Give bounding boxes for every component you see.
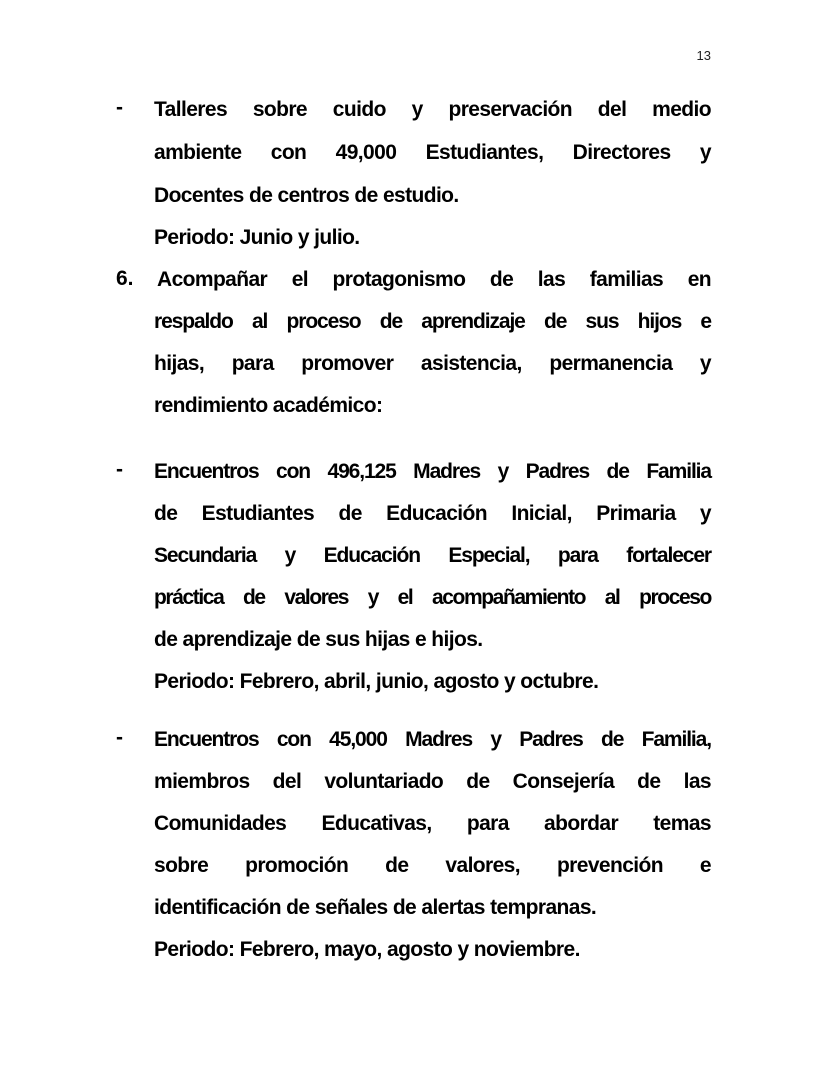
- text-line: Acompañar el protagonismo de las familias en: [157, 268, 711, 291]
- text-line: sobre promoción de valores, prevención e: [154, 854, 711, 877]
- text-line: miembros del voluntariado de Consejería de las: [154, 770, 711, 793]
- text-line: respaldo al proceso de aprendizaje de sus hijos e: [154, 310, 711, 333]
- text-line: rendimiento académico:: [154, 394, 383, 417]
- period-line: Periodo: Febrero, mayo, agosto y noviembre.: [154, 938, 580, 961]
- period-line: Periodo: Febrero, abril, junio, agosto y octubre.: [154, 670, 599, 693]
- page-number: 13: [696, 48, 711, 63]
- bullet-dash: -: [116, 458, 123, 481]
- text-line: Encuentros con 45,000 Madres y Padres de Familia,: [154, 728, 711, 751]
- text-line: Comunidades Educativas, para abordar temas: [154, 812, 711, 835]
- text-line: de Estudiantes de Educación Inicial, Primaria y: [154, 502, 711, 525]
- text-line: Talleres sobre cuido y preservación del medio: [154, 98, 711, 121]
- text-line: Docentes de centros de estudio.: [154, 184, 459, 207]
- text-line: Encuentros con 496,125 Madres y Padres de Familia: [154, 460, 711, 483]
- text-line: hijas, para promover asistencia, permanencia y: [154, 352, 711, 375]
- bullet-dash: -: [116, 726, 123, 749]
- text-line: ambiente con 49,000 Estudiantes, Directores y: [154, 141, 711, 164]
- text-line: Secundaria y Educación Especial, para fortalecer: [154, 544, 711, 567]
- text-line: identificación de señales de alertas tempranas.: [154, 896, 597, 919]
- item-number: 6.: [116, 267, 134, 290]
- period-line: Periodo: Junio y julio.: [154, 226, 360, 249]
- text-line: práctica de valores y el acompañamiento al proceso: [154, 586, 711, 609]
- bullet-dash: -: [116, 96, 123, 119]
- text-line: de aprendizaje de sus hijas e hijos.: [154, 628, 483, 651]
